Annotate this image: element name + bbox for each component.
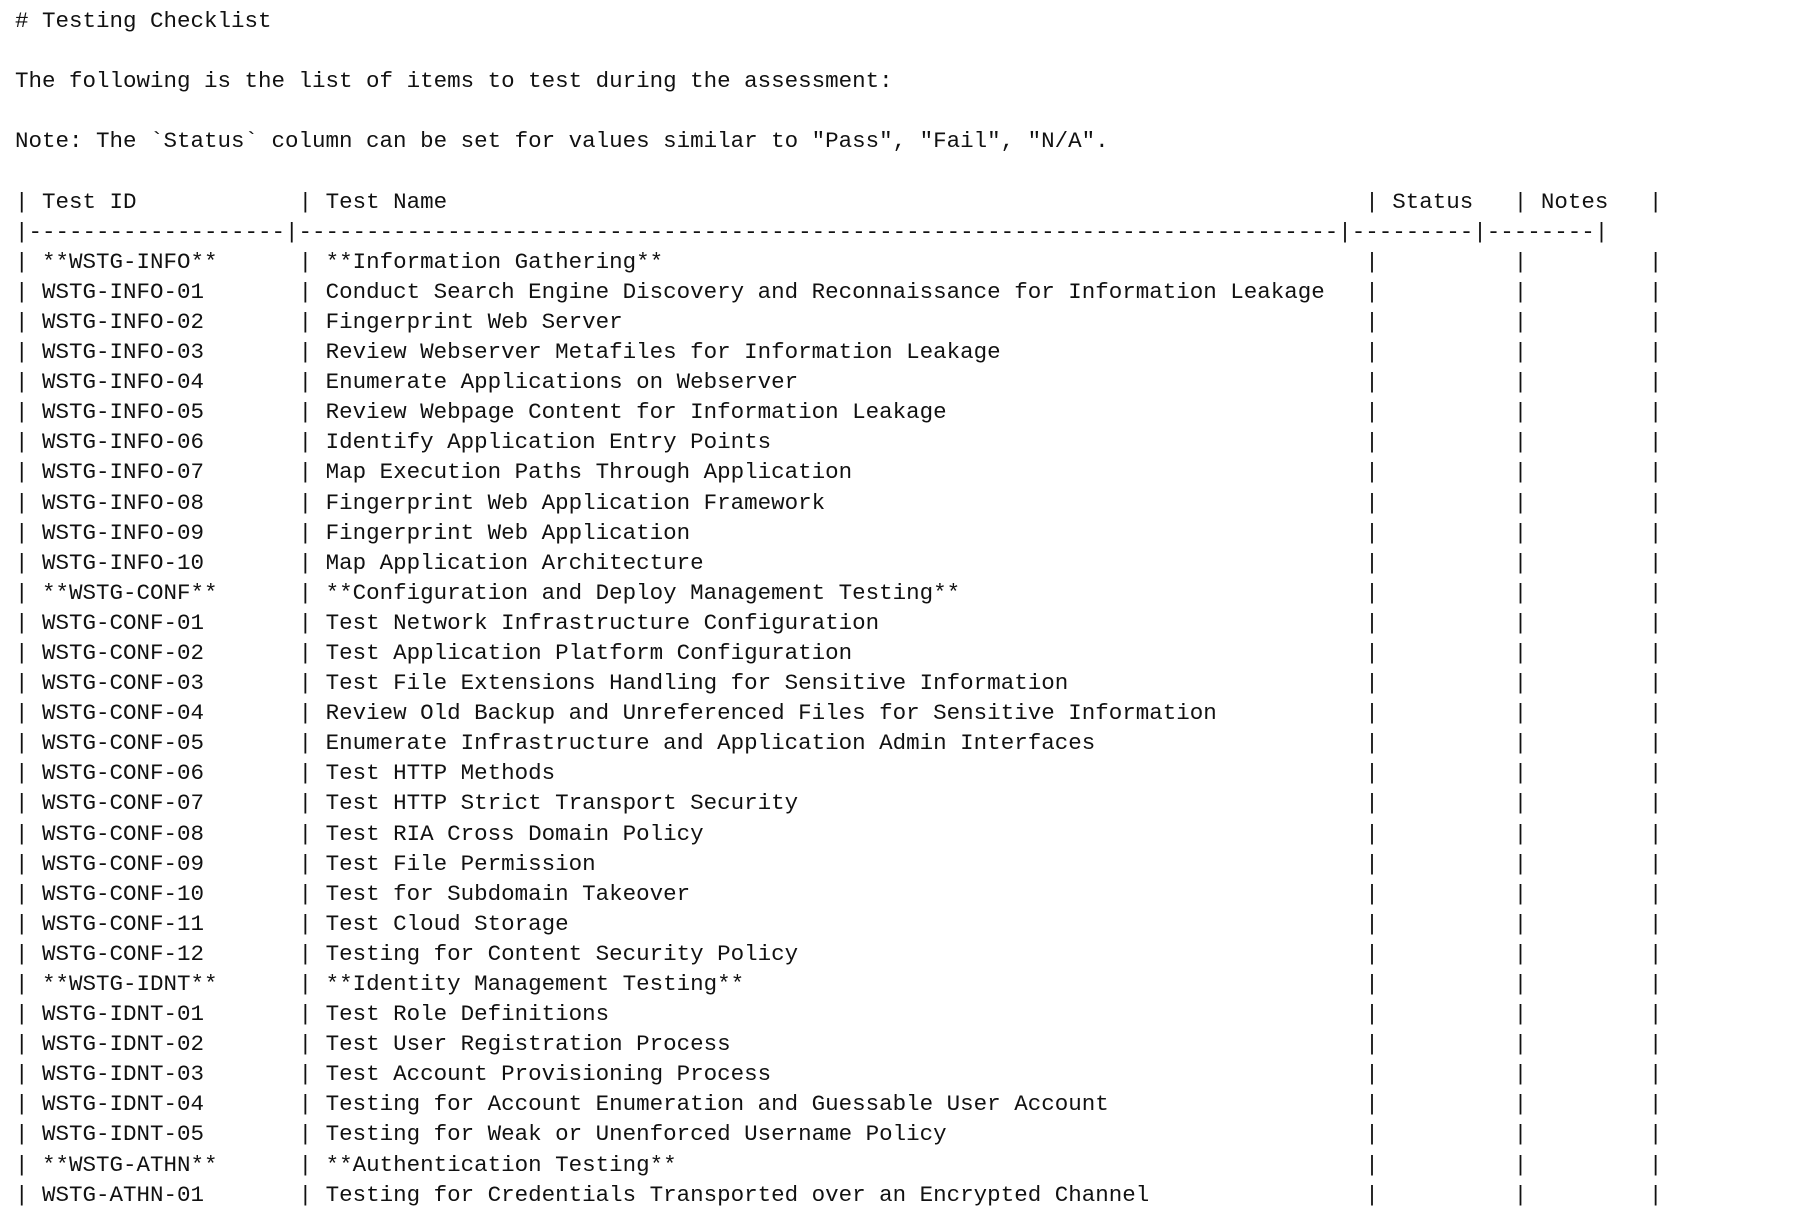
table-separator-row: |-------------------|-----------------------------------------------------------------------------|---------|--------| bbox=[15, 218, 1609, 245]
table-row: | **WSTG-IDNT** | **Identity Management Testing** | | | bbox=[15, 971, 1663, 997]
test-id-cell: WSTG-CONF-07 bbox=[42, 790, 286, 817]
document-heading: # Testing Checklist bbox=[15, 8, 272, 34]
status-cell bbox=[1392, 911, 1500, 937]
test-name-cell: Test File Extensions Handling for Sensitive Information bbox=[325, 670, 1352, 697]
test-id-cell: WSTG-CONF-06 bbox=[42, 760, 286, 787]
status-cell bbox=[1392, 760, 1500, 786]
notes-cell bbox=[1541, 790, 1636, 816]
table-row: | WSTG-INFO-01 | Conduct Search Engine Discovery and Reconnaissance for Information Leakage | | | bbox=[15, 278, 1663, 305]
notes-cell bbox=[1541, 610, 1636, 636]
status-cell bbox=[1392, 851, 1500, 877]
status-cell bbox=[1392, 459, 1500, 485]
status-cell bbox=[1392, 670, 1500, 696]
notes-cell bbox=[1541, 429, 1636, 455]
notes-cell bbox=[1541, 760, 1636, 786]
test-name-cell: Review Old Backup and Unreferenced Files for Sensitive Information bbox=[325, 700, 1352, 727]
test-id-cell: WSTG-CONF-02 bbox=[42, 639, 286, 666]
notes-cell bbox=[1541, 580, 1636, 606]
test-id-cell: **WSTG-ATHN** bbox=[42, 1151, 286, 1178]
test-name-cell: Identify Application Entry Points bbox=[325, 429, 1352, 456]
notes-cell bbox=[1541, 1091, 1636, 1117]
notes-cell bbox=[1541, 881, 1636, 907]
status-cell bbox=[1392, 1152, 1500, 1178]
test-name-cell: Test Application Platform Configuration bbox=[325, 639, 1352, 666]
notes-cell bbox=[1541, 339, 1636, 365]
notes-cell bbox=[1541, 640, 1636, 666]
test-name-cell: Enumerate Infrastructure and Application Admin Interfaces bbox=[325, 730, 1352, 757]
status-cell bbox=[1392, 1121, 1500, 1147]
table-row: | WSTG-CONF-08 | Test RIA Cross Domain Policy | | | bbox=[15, 820, 1663, 847]
table-row: | WSTG-INFO-02 | Fingerprint Web Server | | | bbox=[15, 308, 1663, 335]
test-name-cell: **Configuration and Deploy Management Testing** bbox=[325, 579, 1352, 606]
test-id-cell: WSTG-INFO-03 bbox=[42, 339, 286, 366]
test-id-cell: WSTG-CONF-03 bbox=[42, 670, 286, 697]
test-id-cell: WSTG-INFO-01 bbox=[42, 278, 286, 305]
test-id-cell: WSTG-CONF-11 bbox=[42, 910, 286, 937]
test-id-cell: WSTG-IDNT-03 bbox=[42, 1061, 286, 1088]
test-id-cell: WSTG-CONF-10 bbox=[42, 880, 286, 907]
notes-cell bbox=[1541, 971, 1636, 997]
test-name-cell: Fingerprint Web Server bbox=[325, 308, 1352, 335]
test-name-cell: Test Network Infrastructure Configuration bbox=[325, 609, 1352, 636]
test-id-cell: WSTG-INFO-02 bbox=[42, 308, 286, 335]
intro-paragraph: The following is the list of items to test during the assessment: bbox=[15, 68, 893, 95]
test-name-cell: Test Name bbox=[325, 188, 1352, 215]
status-cell bbox=[1392, 971, 1500, 997]
notes-cell bbox=[1541, 550, 1636, 576]
table-row: | WSTG-ATHN-01 | Testing for Credentials Transported over an Encrypted Channel | | | bbox=[15, 1181, 1663, 1208]
test-name-cell: Test Account Provisioning Process bbox=[325, 1061, 1352, 1088]
notes-cell bbox=[1541, 911, 1636, 937]
status-cell: Status bbox=[1392, 188, 1501, 215]
status-cell bbox=[1392, 881, 1500, 907]
status-cell bbox=[1392, 279, 1500, 305]
status-cell bbox=[1392, 339, 1500, 365]
status-cell bbox=[1392, 1001, 1500, 1027]
test-id-cell: WSTG-CONF-04 bbox=[42, 700, 286, 727]
test-id-cell: **WSTG-CONF** bbox=[42, 579, 286, 606]
markdown-document bbox=[15, 6, 1662, 1210]
notes-cell bbox=[1541, 1121, 1636, 1147]
notes-cell bbox=[1541, 369, 1636, 395]
table-row: | WSTG-IDNT-04 | Testing for Account Enumeration and Guessable User Account | | | bbox=[15, 1091, 1663, 1118]
status-cell bbox=[1392, 610, 1500, 636]
table-row: | **WSTG-INFO** | **Information Gathering** | | | bbox=[15, 248, 1663, 275]
notes-cell: Notes bbox=[1540, 188, 1636, 215]
notes-cell bbox=[1541, 1152, 1636, 1178]
status-note: Note: The `Status` column can be set for values similar to "Pass", "Fail", "N/A". bbox=[15, 128, 1109, 155]
notes-cell bbox=[1541, 459, 1636, 485]
test-name-cell: Test Role Definitions bbox=[325, 1001, 1352, 1028]
status-cell bbox=[1392, 790, 1500, 816]
test-id-cell: WSTG-INFO-08 bbox=[42, 489, 286, 516]
blank-line bbox=[15, 36, 1662, 66]
test-name-cell: Test RIA Cross Domain Policy bbox=[325, 820, 1352, 847]
table-row: | WSTG-CONF-01 | Test Network Infrastructure Configuration | | | bbox=[15, 609, 1663, 636]
notes-cell bbox=[1541, 1182, 1636, 1208]
table-row: | WSTG-INFO-04 | Enumerate Applications on Webserver | | | bbox=[15, 369, 1663, 396]
test-name-cell: Test Cloud Storage bbox=[325, 910, 1352, 937]
notes-cell bbox=[1541, 730, 1636, 756]
notes-cell bbox=[1541, 821, 1636, 847]
table-row: | WSTG-INFO-08 | Fingerprint Web Application Framework | | | bbox=[15, 489, 1663, 516]
table-row: | WSTG-INFO-09 | Fingerprint Web Application | | | bbox=[15, 519, 1663, 546]
test-id-cell: Test ID bbox=[42, 188, 286, 215]
test-name-cell: Map Execution Paths Through Application bbox=[325, 459, 1352, 486]
table-row: | WSTG-CONF-06 | Test HTTP Methods | | | bbox=[15, 760, 1663, 787]
notes-cell bbox=[1541, 851, 1636, 877]
table-row: | WSTG-INFO-07 | Map Execution Paths Through Application | | | bbox=[15, 459, 1663, 486]
test-name-cell: Testing for Credentials Transported over an Encrypted Channel bbox=[325, 1181, 1352, 1208]
test-id-cell: WSTG-CONF-09 bbox=[42, 850, 286, 877]
blank-line bbox=[15, 156, 1662, 186]
test-name-cell: Fingerprint Web Application Framework bbox=[325, 489, 1352, 516]
notes-cell bbox=[1541, 399, 1636, 425]
notes-cell bbox=[1541, 279, 1636, 305]
table-row: | WSTG-IDNT-01 | Test Role Definitions | | | bbox=[15, 1001, 1663, 1028]
test-id-cell: WSTG-INFO-04 bbox=[42, 369, 286, 396]
test-name-cell: **Information Gathering** bbox=[325, 248, 1352, 275]
table-row: | **WSTG-ATHN** | **Authentication Testing** | | | bbox=[15, 1151, 1663, 1178]
test-id-cell: WSTG-ATHN-01 bbox=[42, 1181, 286, 1208]
test-id-cell: WSTG-CONF-12 bbox=[42, 940, 286, 967]
test-name-cell: Enumerate Applications on Webserver bbox=[325, 369, 1352, 396]
status-cell bbox=[1392, 1031, 1500, 1057]
status-cell bbox=[1392, 490, 1500, 516]
table-row: | WSTG-CONF-05 | Enumerate Infrastructure and Application Admin Interfaces | | | bbox=[15, 730, 1663, 757]
table-header-row: | Test ID | Test Name | Status | Notes | bbox=[15, 188, 1663, 215]
table-row: | WSTG-IDNT-02 | Test User Registration Process | | | bbox=[15, 1031, 1663, 1058]
test-name-cell: Test File Permission bbox=[325, 850, 1352, 877]
table-row: | WSTG-CONF-02 | Test Application Platform Configuration | | | bbox=[15, 639, 1663, 666]
test-id-cell: WSTG-INFO-05 bbox=[42, 399, 286, 426]
status-cell bbox=[1392, 730, 1500, 756]
notes-cell bbox=[1541, 1061, 1636, 1087]
status-cell bbox=[1392, 1061, 1500, 1087]
test-id-cell: WSTG-IDNT-05 bbox=[42, 1121, 286, 1148]
status-cell bbox=[1392, 369, 1500, 395]
notes-cell bbox=[1541, 670, 1636, 696]
test-id-cell: **WSTG-IDNT** bbox=[42, 971, 286, 997]
test-id-cell: WSTG-INFO-09 bbox=[42, 519, 286, 546]
table-row: | WSTG-INFO-06 | Identify Application Entry Points | | | bbox=[15, 429, 1663, 456]
table-row: | WSTG-CONF-10 | Test for Subdomain Takeover | | | bbox=[15, 880, 1663, 907]
test-name-cell: Review Webserver Metafiles for Information Leakage bbox=[325, 339, 1352, 366]
status-cell bbox=[1392, 941, 1500, 967]
test-id-cell: WSTG-CONF-01 bbox=[42, 609, 286, 636]
test-name-cell: Fingerprint Web Application bbox=[325, 519, 1352, 546]
table-row: | WSTG-INFO-03 | Review Webserver Metafiles for Information Leakage | | | bbox=[15, 339, 1663, 366]
table-row: | WSTG-IDNT-03 | Test Account Provisioning Process | | | bbox=[15, 1061, 1663, 1088]
status-cell bbox=[1392, 1091, 1500, 1117]
test-name-cell: Test HTTP Methods bbox=[325, 760, 1352, 787]
table-row: | WSTG-CONF-07 | Test HTTP Strict Transport Security | | | bbox=[15, 790, 1663, 817]
status-cell bbox=[1392, 1182, 1500, 1208]
notes-cell bbox=[1541, 520, 1636, 546]
notes-cell bbox=[1541, 941, 1636, 967]
test-name-cell: Map Application Architecture bbox=[325, 549, 1352, 576]
notes-cell bbox=[1541, 700, 1636, 726]
status-cell bbox=[1392, 429, 1500, 455]
table-row: | WSTG-CONF-04 | Review Old Backup and Unreferenced Files for Sensitive Information | | | bbox=[15, 700, 1663, 727]
test-name-cell: Testing for Content Security Policy bbox=[325, 940, 1352, 967]
table-row: | WSTG-CONF-09 | Test File Permission | | | bbox=[15, 850, 1663, 877]
test-name-cell: Review Webpage Content for Information Leakage bbox=[325, 399, 1352, 426]
test-id-cell: WSTG-CONF-08 bbox=[42, 820, 286, 847]
test-id-cell: WSTG-INFO-10 bbox=[42, 549, 286, 576]
status-cell bbox=[1392, 700, 1500, 726]
test-id-cell: WSTG-INFO-06 bbox=[42, 429, 286, 456]
status-cell bbox=[1392, 309, 1500, 335]
test-id-cell: WSTG-INFO-07 bbox=[42, 459, 286, 486]
test-id-cell: **WSTG-INFO** bbox=[42, 248, 286, 275]
status-cell bbox=[1392, 399, 1500, 425]
table-row: | WSTG-INFO-05 | Review Webpage Content for Information Leakage | | | bbox=[15, 399, 1663, 426]
notes-cell bbox=[1541, 309, 1636, 335]
table-row: | WSTG-CONF-12 | Testing for Content Security Policy | | | bbox=[15, 940, 1663, 967]
test-id-cell: WSTG-IDNT-01 bbox=[42, 1001, 286, 1028]
notes-cell bbox=[1541, 490, 1636, 516]
test-name-cell: **Authentication Testing** bbox=[325, 1151, 1352, 1178]
table-row: | **WSTG-CONF** | **Configuration and Deploy Management Testing** | | | bbox=[15, 579, 1663, 606]
test-name-cell: **Identity Management Testing** bbox=[325, 971, 1352, 997]
blank-line bbox=[15, 96, 1662, 126]
test-name-cell: Testing for Account Enumeration and Guessable User Account bbox=[325, 1091, 1352, 1118]
test-name-cell: Test User Registration Process bbox=[325, 1031, 1352, 1058]
test-name-cell: Test HTTP Strict Transport Security bbox=[325, 790, 1352, 817]
test-id-cell: WSTG-IDNT-02 bbox=[42, 1031, 286, 1058]
notes-cell bbox=[1541, 1031, 1636, 1057]
status-cell bbox=[1392, 821, 1500, 847]
notes-cell bbox=[1541, 1001, 1636, 1027]
table-row: | WSTG-CONF-03 | Test File Extensions Handling for Sensitive Information | | | bbox=[15, 670, 1663, 697]
table-row: | WSTG-CONF-11 | Test Cloud Storage | | | bbox=[15, 910, 1663, 937]
test-name-cell: Conduct Search Engine Discovery and Reconnaissance for Information Leakage bbox=[325, 278, 1352, 305]
status-cell bbox=[1392, 249, 1500, 275]
test-id-cell: WSTG-IDNT-04 bbox=[42, 1091, 286, 1118]
table-row: | WSTG-IDNT-05 | Testing for Weak or Unenforced Username Policy | | | bbox=[15, 1121, 1663, 1148]
test-name-cell: Testing for Weak or Unenforced Username Policy bbox=[325, 1121, 1352, 1148]
status-cell bbox=[1392, 640, 1500, 666]
test-id-cell: WSTG-CONF-05 bbox=[42, 730, 286, 757]
status-cell bbox=[1392, 580, 1500, 606]
status-cell bbox=[1392, 520, 1500, 546]
status-cell bbox=[1392, 550, 1500, 576]
test-name-cell: Test for Subdomain Takeover bbox=[325, 880, 1352, 907]
table-row: | WSTG-INFO-10 | Map Application Architecture | | | bbox=[15, 549, 1663, 576]
notes-cell bbox=[1541, 249, 1636, 275]
